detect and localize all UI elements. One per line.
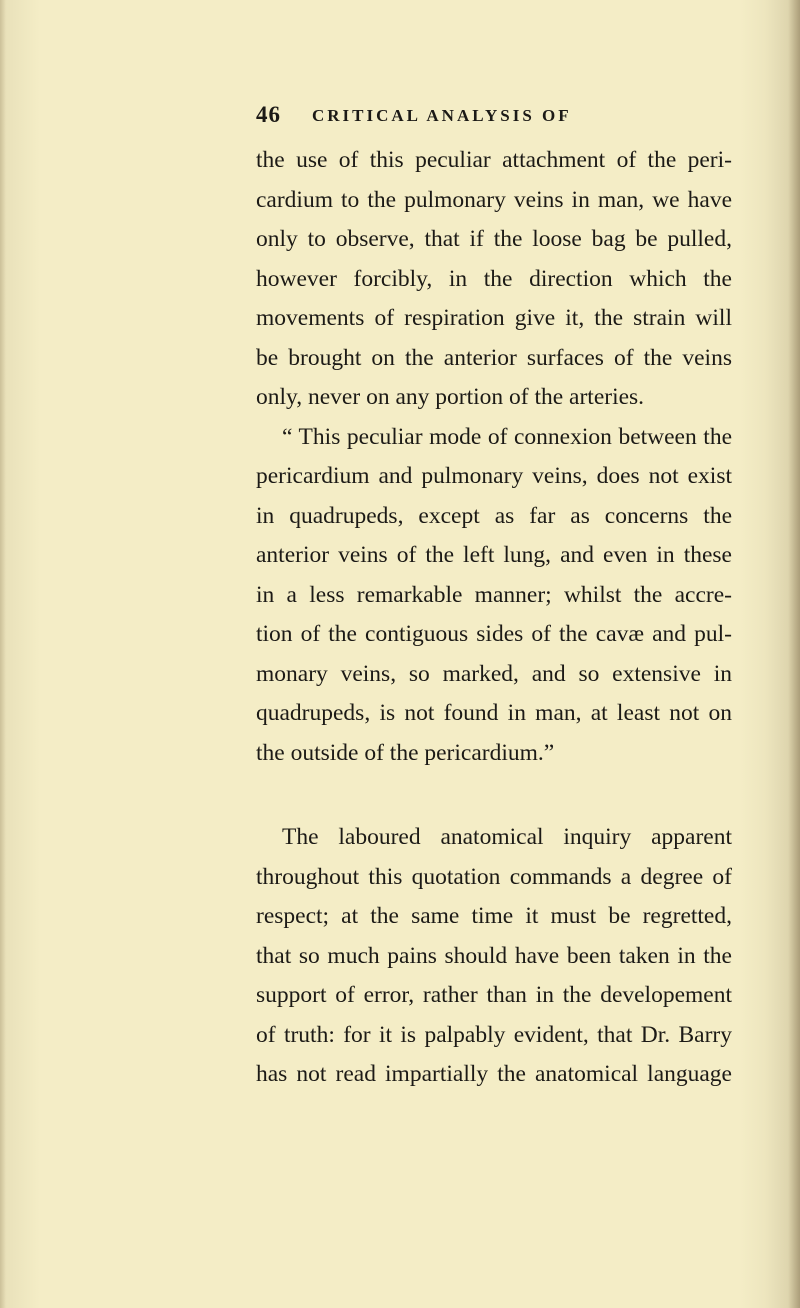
- text-line: in a less remarkable manner; whilst the accre-: [256, 581, 732, 608]
- paragraph-commentary: [256, 818, 732, 1095]
- page-gutter-shadow: [0, 0, 6, 1308]
- running-head: CRITICAL ANALYSIS OF: [312, 106, 572, 125]
- text-line: cardium to the pulmonary veins in man, we have: [256, 186, 732, 213]
- text-line: movements of respiration give it, the strain will: [256, 305, 732, 331]
- text-line: throughout this quotation commands a degree of: [256, 863, 732, 890]
- text-line: however forcibly, in the direction which the: [256, 265, 732, 292]
- text-line: only to observe, that if the loose bag be pulled,: [256, 226, 732, 252]
- text-line: that so much pains should have been taken in the: [256, 942, 732, 969]
- paragraph-gap: [256, 773, 732, 818]
- paragraph-continuation: [256, 141, 732, 418]
- text-line: The laboured anatomical inquiry apparent: [282, 824, 732, 850]
- text-line: anterior veins of the left lung, and even in these: [256, 542, 732, 568]
- text-line: of truth: for it is palpably evident, that Dr. Barry: [256, 1021, 732, 1048]
- text-line: tion of the contiguous sides of the cavæ and pul-: [256, 621, 732, 647]
- text-line: the use of this peculiar attachment of the peri-: [256, 147, 732, 173]
- text-line: has not read impartially the anatomical language: [256, 1061, 732, 1087]
- page-number: 46: [256, 102, 281, 127]
- text-line: the outside of the pericardium.”: [256, 739, 555, 766]
- text-line: be brought on the anterior surfaces of the veins: [256, 344, 732, 371]
- text-line: support of error, rather than in the developement: [256, 982, 732, 1008]
- paragraph-quotation: [256, 418, 732, 774]
- text-line: pericardium and pulmonary veins, does not exist: [256, 463, 732, 489]
- text-line: only, never on any portion of the arteries.: [256, 384, 645, 410]
- page-edge-shadow: [788, 0, 800, 1308]
- body-text: [256, 141, 732, 1095]
- page-header: [0, 102, 800, 142]
- text-line: monary veins, so marked, and so extensive in: [256, 660, 732, 687]
- text-line: quadrupeds, is not found in man, at least not on: [256, 700, 732, 726]
- text-line: “ This peculiar mode of connexion between the: [282, 423, 732, 450]
- text-line: in quadrupeds, except as far as concerns the: [256, 502, 732, 529]
- text-line: respect; at the same time it must be regretted,: [256, 903, 732, 929]
